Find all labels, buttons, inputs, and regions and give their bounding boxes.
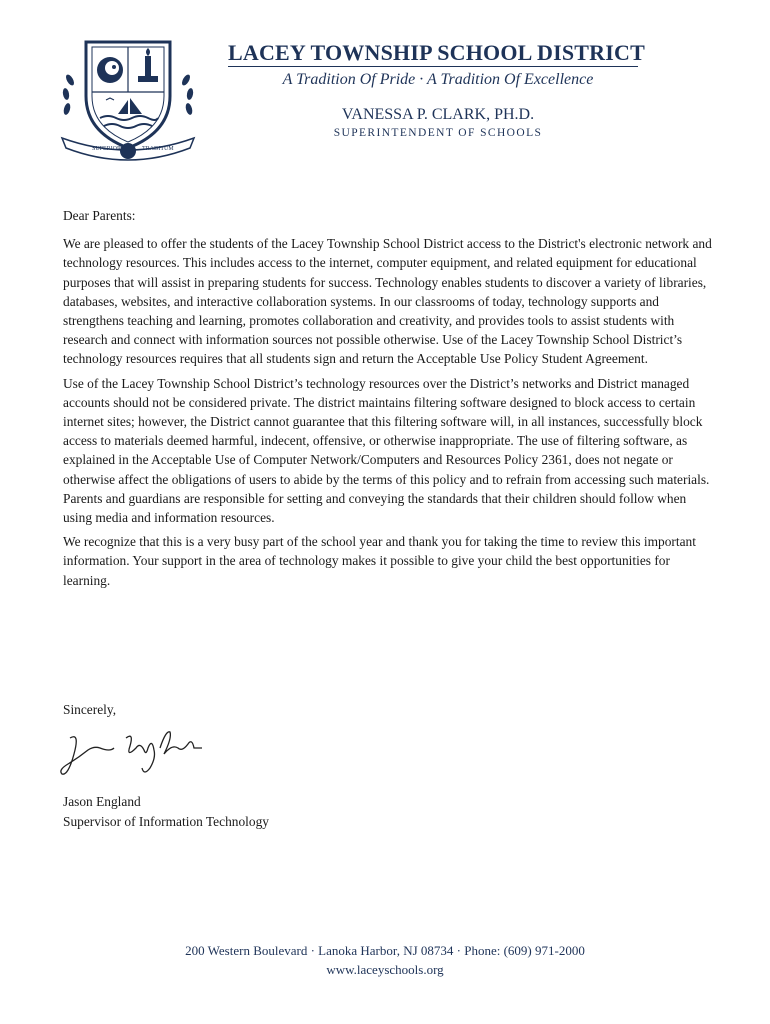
footer-website-link[interactable]: www.laceyschools.org [326,961,444,977]
footer-address: 200 Western Boulevard · Lanoka Harbor, NJ 08734 · Phone: (609) 971-2000 [185,943,585,958]
district-name: LACEY TOWNSHIP SCHOOL DISTRICT [228,40,645,65]
signer-block [63,792,269,831]
district-crest-logo [58,34,198,164]
paragraph-access: We are pleased to offer the students of the Lacey Township School District access to the District's electronic network and technology resources. This includes access to the internet, computer equipment, and related equipment for educational purposes that will assist in preparing students for success. Technology enables students to discover a variety of libraries, databases, websites, and interactive collaboration systems. In our classrooms of today, technology supports and strengthens teaching and learning, promotes collaboration and creativity, and provides tools to assist students with research and connect with information sources not possible otherwise. Use of the Lacey Township School District’s technology resources requires that all students sign and return the Acceptable Use Policy Student Agreement. [63,236,712,367]
superintendent-name: VANESSA P. CLARK, PH.D. [341,106,535,123]
paragraph-privacy: Use of the Lacey Township School District’s technology resources over the District’s networks and District managed accounts should not be considered private. The district maintains filtering software designed to block access to certain internet sites; however, the District cannot guarantee that this filtering software will, in all instances, successfully block access to materials deemed harmful, indecent, offensive, or otherwise inappropriate. The use of filtering software, as explained in the Acceptable Use of Computer Network/Computers and Resources Policy 2361, does not negate or otherwise affect the obligations of users to abide by the terms of this policy and to refrain from accessing such materials. Parents and guardians are responsible for setting and conveying the standards that their children should follow when using media and information resources. [63,375,710,526]
crest-banner-left: SUPERIORA [92,146,126,152]
crest-banner-right: TRADITUM [142,146,174,152]
signer-title: Supervisor of Information Technology [63,813,269,829]
letter-body [63,206,713,595]
handwritten-signature [60,724,210,784]
salutation: Dear Parents: [63,208,136,223]
header-divider [228,66,638,67]
closing: Sincerely, [63,702,117,717]
letterhead [0,0,770,170]
footer [0,942,770,979]
paragraph-thanks: We recognize that this is a very busy part of the school year and thank you for taking the time to review this important information. Your support in the area of technology makes it possible to give your child the best opportunities for learning. [63,534,696,588]
signer-name: Jason England [63,794,141,809]
district-tagline: A Tradition Of Pride · A Tradition Of Excellence [282,71,594,88]
superintendent-title: SUPERINTENDENT OF SCHOOLS [333,127,543,139]
